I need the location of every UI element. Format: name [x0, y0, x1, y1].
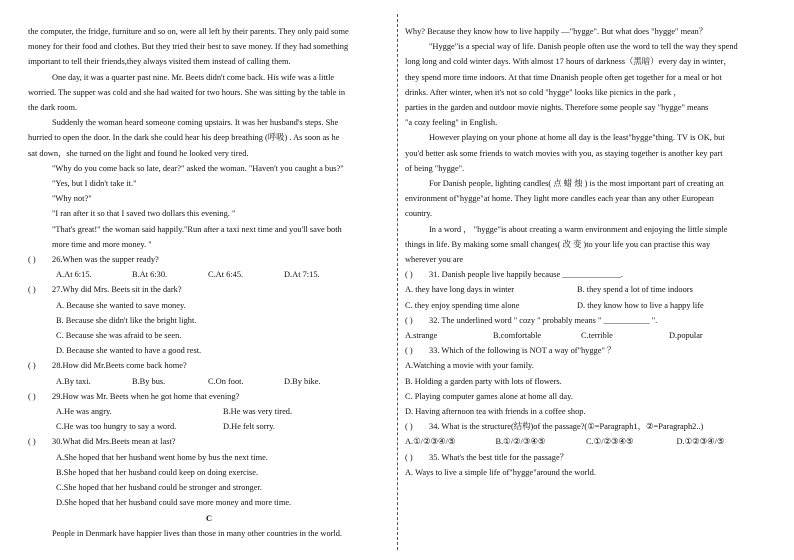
question-text: 32. The underlined word " cozy " probably means " ___________ ". [429, 315, 658, 325]
passage-c-p1-line: they spend more time indoors. At that time Dnanish people often get together for a meal or hot [405, 72, 722, 82]
options-row [28, 404, 390, 419]
question-31-stem [405, 267, 767, 282]
option-c[interactable]: C.On foot. [208, 376, 244, 386]
option-a[interactable]: A.strange [405, 331, 438, 341]
option-c[interactable]: C.①/②③④⑤ [586, 437, 634, 447]
option-c[interactable]: C.terrible [581, 331, 613, 341]
option-b[interactable]: B.He was very tired. [223, 407, 293, 417]
dialogue-line: "That's great!" the woman said happily."Run after a taxi next time and you'll save both [52, 224, 342, 234]
options-row [405, 298, 767, 313]
answer-blank[interactable]: ( ) [28, 361, 36, 371]
passage-c-p4-line: In a word ， "hygge"is about creating a warm environment and enjoying the little simple [429, 224, 728, 234]
passage-c-p4-line: wherever you are [405, 255, 464, 265]
passage-b-p1-line: the computer, the fridge, furniture and so on, were all left by their parents. They only paid some [28, 27, 349, 36]
passage-c-p1-line: "Hygge"is a special way of life. Danish people often use the word to tell the way they spend [429, 42, 738, 52]
passage-c-p1-line: parties in the garden and outdoor movie nights. Therefore some people say "hygge" means [405, 103, 709, 113]
question-27-stem [28, 282, 390, 297]
option-c[interactable]: C. they enjoy spending time alone [405, 300, 520, 310]
option-c[interactable]: C.He was too hungry to say a word. [56, 422, 177, 432]
question-text: 27.Why did Mrs. Beets sit in the dark? [52, 285, 182, 295]
dialogue-line: "Why do you come back so late, dear?" asked the woman. "Haven't you caught a bus?" [52, 163, 344, 173]
question-30-stem [28, 434, 390, 449]
passage-c-p1-line: "a cozy feeling" in English. [405, 118, 498, 128]
passage-b-p2-line: worried. The supper was cold and she had waited for two hours. She was sitting by the table in [28, 87, 346, 97]
passage-b-p3-line: sat down，she turned on the light and found he looked very tired. [28, 148, 249, 158]
options-row [405, 434, 767, 449]
option-b[interactable]: B. Holding a garden party with lots of flowers. [405, 376, 562, 386]
passage-c-first-line: People in Denmark have happier lives than those in many other countries in the world. [52, 528, 343, 538]
right-column [405, 24, 767, 480]
answer-blank[interactable]: ( ) [28, 285, 36, 295]
answer-blank[interactable]: ( ) [405, 315, 413, 325]
option-b[interactable]: B.①/②/③④⑤ [495, 437, 546, 447]
options-row [28, 267, 390, 282]
question-text: 34. What is the structure(结构)of the passage?(①=Paragraph1，②=Paragraph2..) [429, 422, 704, 432]
passage-c-p4-line: things in life. By making some small changes( 改 变 )to your life you can practise this way [405, 239, 711, 249]
option-a[interactable]: A. Ways to live a simple life of"hygge"around the world. [405, 467, 596, 477]
option-d[interactable]: D.popular [669, 331, 703, 341]
answer-blank[interactable]: ( ) [405, 270, 413, 280]
option-a[interactable]: A. Because she wanted to save money. [56, 300, 186, 310]
option-c[interactable]: C.She hoped that her husband could be stronger and stronger. [56, 483, 262, 493]
option-a[interactable]: A.Watching a movie with your family. [405, 361, 534, 371]
passage-b-p3-line: Suddenly the woman heard someone coming upstairs. It was her husband's steps. She [52, 118, 339, 128]
option-a[interactable]: A.At 6:15. [56, 270, 92, 280]
option-c[interactable]: C. Playing computer games alone at home all day. [405, 391, 573, 401]
answer-blank[interactable]: ( ) [405, 452, 413, 462]
passage-c-p2-line: of being "hygge". [405, 163, 465, 173]
question-text: 35. What's the best title for the passage？ [429, 452, 569, 462]
dialogue-line: "Why not?" [52, 194, 92, 204]
options-row [28, 374, 390, 389]
passage-b-p3-line: hurried to open the door. In the dark she could hear his deep breathing (呼吸) . As soon as he [28, 133, 340, 143]
passage-c-p3-line: For Danish people, lighting candles( 点 蜡 烛 ) is the most important part of creating an [429, 179, 724, 189]
passage-b-p2-line: One day, it was a quarter past nine. Mr. Beets didn't come back. His wife was a little [52, 72, 335, 82]
answer-blank[interactable]: ( ) [405, 346, 413, 356]
dialogue-line: "I ran after it so that I saved two dollars this evening. " [52, 209, 236, 219]
question-33-stem [405, 343, 767, 358]
question-text: 28.How did Mr.Beets come back home? [52, 361, 187, 371]
option-c[interactable]: C.At 6:45. [208, 270, 244, 280]
question-32-stem [405, 313, 767, 328]
option-a[interactable]: A.By taxi. [56, 376, 91, 386]
option-a[interactable]: A. they have long days in winter [405, 285, 515, 295]
answer-blank[interactable]: ( ) [28, 255, 36, 265]
options-row [28, 419, 390, 434]
option-b[interactable]: B.By bus. [132, 376, 166, 386]
option-d[interactable]: D.By bike. [284, 376, 321, 386]
passage-c-p2-line: you'd better ask some friends to watch movies with you, as staying together is another key part [405, 148, 723, 158]
dialogue-line: more time and more money. " [52, 239, 152, 249]
answer-blank[interactable]: ( ) [28, 437, 36, 447]
passage-b-p1-line: important to tell their friends,they always visited them instead of calling them. [28, 57, 291, 67]
option-d[interactable]: D.①②③④/⑤ [676, 437, 725, 447]
option-d[interactable]: D.He felt sorry. [223, 422, 276, 432]
option-b[interactable]: B.At 6:30. [132, 270, 168, 280]
option-d[interactable]: D. they know how to live a happy life [577, 300, 704, 310]
question-text: 26.When was the supper ready? [52, 255, 159, 265]
left-column [28, 24, 390, 541]
question-35-stem [405, 450, 767, 465]
option-a[interactable]: A.She hoped that her husband went home by bus the next time. [56, 452, 268, 462]
question-34-stem [405, 419, 767, 434]
option-b[interactable]: B.She hoped that her husband could keep on doing exercise. [56, 467, 259, 477]
column-divider [397, 14, 398, 550]
section-c-heading: C [205, 513, 213, 523]
answer-blank[interactable]: ( ) [405, 422, 413, 432]
question-text: 33. Which of the following is NOT a way of"hygge" ？ [429, 346, 616, 356]
question-text: 30.What did Mrs.Beets mean at last? [52, 437, 176, 447]
passage-c-p3-line: environment of"hygge"at home. They light more candles each year than any other European [405, 194, 714, 204]
option-b[interactable]: B.comfortable [493, 331, 542, 341]
dialogue-line: "Yes, but I didn't take it." [52, 179, 137, 189]
passage-c-p1-line: Why? Because they know how to live happily —"hygge". But what does "hygge" mean？ [405, 27, 708, 36]
question-26-stem [28, 252, 390, 267]
passage-c-p1-line: long long and cold winter days. With almost 17 hours of darkness（黑暗）every day in winter， [405, 57, 732, 67]
passage-c-p3-line: country. [405, 209, 433, 219]
answer-blank[interactable]: ( ) [28, 391, 36, 401]
option-d[interactable]: D. Because she wanted to have a good rest. [56, 346, 202, 356]
options-row [405, 328, 767, 343]
option-d[interactable]: D.She hoped that her husband could save more money and more time. [56, 498, 292, 508]
option-a[interactable]: A.He was angry. [56, 407, 112, 417]
question-29-stem [28, 389, 390, 404]
option-d[interactable]: D. Having afternoon tea with friends in a coffee shop. [405, 407, 586, 417]
passage-b-p1-line: money for their food and clothes. But they tried their best to save money. If they had something [28, 42, 349, 52]
option-b[interactable]: B. they spend a lot of time indoors [577, 285, 693, 295]
passage-c-p2-line: However playing on your phone at home all day is the least"hygge"thing. TV is OK, but [429, 133, 725, 143]
passage-c-p1-line: drinks. After winter, when it's not so cold "hygge" looks like picnics in the park ， [405, 87, 682, 97]
question-text: 31. Danish people live happily because ______________. [429, 270, 623, 280]
question-28-stem [28, 358, 390, 373]
question-text: 29.How was Mr. Beets when he got home that evening? [52, 391, 240, 401]
option-a[interactable]: A.①/②③④/⑤ [405, 437, 456, 447]
passage-b-p2-line: the dark room. [28, 103, 78, 113]
option-c[interactable]: C. Because she was afraid to be seen. [56, 331, 182, 341]
option-b[interactable]: B. Because she didn't like the bright light. [56, 315, 197, 325]
options-row [405, 282, 767, 297]
option-d[interactable]: D.At 7:15. [284, 270, 320, 280]
